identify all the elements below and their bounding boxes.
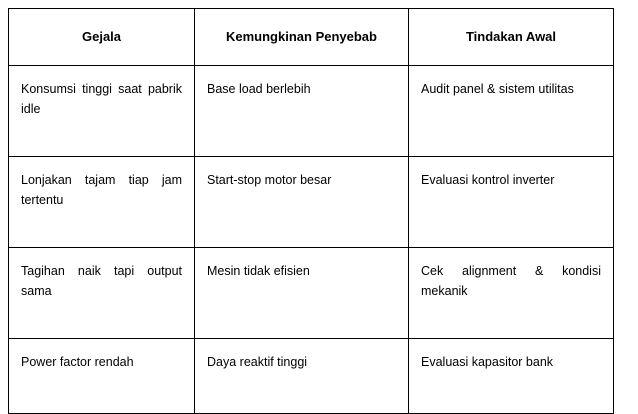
column-header-penyebab: Kemungkinan Penyebab <box>195 9 409 66</box>
cell-penyebab <box>195 339 409 414</box>
cell-text: Konsumsi tinggi saat pabrik idle <box>21 82 182 116</box>
cell-text: Base load berlebih <box>207 82 311 97</box>
cell-text: Evaluasi kapasitor bank <box>421 355 554 370</box>
cell-text: Evaluasi kontrol inverter <box>421 173 555 188</box>
table-row <box>9 248 614 339</box>
cell-gejala <box>9 157 195 248</box>
cell-text: Cek alignment & kondisi mekanik <box>421 264 601 298</box>
table-row <box>9 339 614 414</box>
column-header-tindakan: Tindakan Awal <box>409 9 614 66</box>
table-row <box>9 66 614 157</box>
cell-tindakan <box>409 157 614 248</box>
cell-penyebab <box>195 248 409 339</box>
cell-gejala <box>9 248 195 339</box>
cell-tindakan <box>409 339 614 414</box>
table-header-row <box>9 9 614 66</box>
column-header-gejala: Gejala <box>9 9 195 66</box>
cell-text: Tagihan naik tapi output sama <box>21 264 182 298</box>
cell-text: Power factor rendah <box>21 355 134 370</box>
table-row <box>9 157 614 248</box>
cell-tindakan <box>409 248 614 339</box>
table-header <box>9 9 614 66</box>
table-body <box>9 66 614 414</box>
cell-text: Audit panel & sistem utilitas <box>421 82 574 97</box>
cell-penyebab <box>195 157 409 248</box>
cell-text: Lonjakan tajam tiap jam tertentu <box>21 173 182 207</box>
cell-text: Mesin tidak efisien <box>207 264 310 279</box>
cell-text: Daya reaktif tinggi <box>207 355 308 370</box>
cell-gejala <box>9 339 195 414</box>
cell-penyebab <box>195 66 409 157</box>
cell-tindakan <box>409 66 614 157</box>
troubleshooting-table <box>8 8 614 414</box>
cell-text: Start-stop motor besar <box>207 173 332 188</box>
cell-gejala <box>9 66 195 157</box>
